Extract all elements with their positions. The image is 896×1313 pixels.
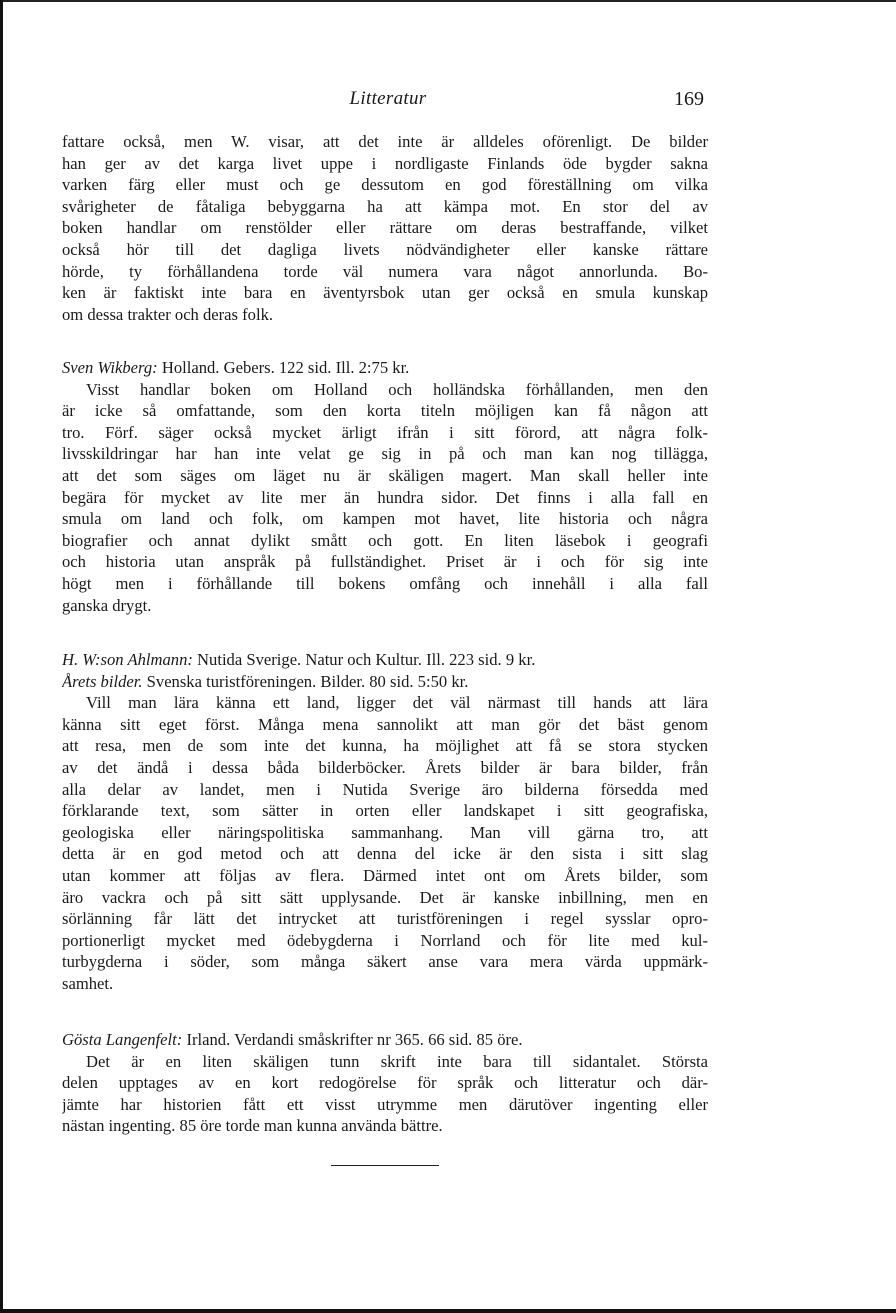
text-line: om dessa trakter och deras folk. xyxy=(62,304,274,324)
review-author: Gösta Langenfelt: xyxy=(62,1030,183,1049)
text-line: jämte har historien fått ett visst utrymme men därutöver ingenting eller xyxy=(62,1094,708,1114)
text-line: begära för mycket av lite mer än hundra sidor. Det finns i alla fall en xyxy=(62,487,708,507)
text-line: förklarande text, som sätter in orten eller landskapet i sitt geografiska, xyxy=(62,801,708,821)
text-line: att det som säges om läget nu är skäligen magert. Man skall heller inte xyxy=(62,465,708,485)
text-line: ganska drygt. xyxy=(62,595,152,615)
text-line: och historia utan anspråk på fullständighet. Priset är i och för sig inte xyxy=(62,552,708,572)
text-line: hörde, ty förhållandena torde väl numera vara något annorlunda. Bo- xyxy=(62,261,708,281)
text-line: utan kommer att följas av flera. Därmed intet ont om Årets bilder, som xyxy=(62,865,708,885)
text-line: han ger av det karga livet uppe i nordligaste Finlands öde bygder sakna xyxy=(62,153,708,173)
text-line: Vill man lära känna ett land, ligger det väl närmast till hands att lära xyxy=(86,693,708,713)
text-line: turbygderna i söder, som många säkert anse vara mera värda uppmärk- xyxy=(62,952,708,972)
text-line: att resa, men de som inte det kunna, ha möjlighet att få se stora stycken xyxy=(62,736,708,756)
review-heading xyxy=(62,357,708,379)
text-line: smula om land och folk, om kampen mot havet, lite historia och några xyxy=(62,509,708,529)
text-line: av det ändå i dessa båda bilderböcker. Årets bilder är bara bilder, från xyxy=(62,757,708,777)
text-line: boken handlar om renstölder eller rättare om deras bestraffande, vilket xyxy=(62,218,708,238)
page-edge-top xyxy=(0,0,896,2)
review-book-info: Irland. Verdandi småskrifter nr 365. 66 sid. 85 öre. xyxy=(182,1030,523,1049)
page-number: 169 xyxy=(674,88,704,110)
text-line: livsskildringar har han inte velat ge sig in på och man kan nog tillägga, xyxy=(62,444,708,464)
text-line: ken är faktiskt inte bara en äventyrsbok utan ger också en smula kunskap xyxy=(62,283,708,303)
page-edge-bottom xyxy=(0,1309,896,1313)
review-heading xyxy=(62,671,708,693)
running-title: Litteratur xyxy=(349,88,427,109)
text-line: nästan ingenting. 85 öre torde man kunna använda bättre. xyxy=(62,1116,443,1136)
text-line: svårigheter de fåtaliga bebyggarna ha att kämpa mot. En stor del av xyxy=(62,196,708,216)
text-line: känna sitt eget först. Många mena sannolikt att man gör det bäst genom xyxy=(62,714,708,734)
review-author: H. W:son Ahlmann: xyxy=(62,650,193,669)
review-heading xyxy=(62,1029,708,1051)
page-edge-left xyxy=(0,0,3,1313)
text-line: samhet. xyxy=(62,973,114,993)
review-holland xyxy=(62,357,708,616)
section-end-rule xyxy=(331,1165,439,1166)
review-book-title: Årets bilder. xyxy=(62,671,143,691)
review-book-info: Svenska turistföreningen. Bilder. 80 sid. 5:50 kr. xyxy=(142,671,469,691)
text-line: tro. Förf. säger också mycket ärligt ifrån i sitt förord, att några folk- xyxy=(62,422,708,442)
text-line: varken färg eller must och ge dessutom en god föreställning om vilka xyxy=(62,175,708,195)
text-line: biografier och annat dylikt smått och gott. En liten läsebok i geografi xyxy=(62,530,708,550)
text-line: äro vackra och på sitt sätt upplysande. Det är kanske inbillning, men en xyxy=(62,887,708,907)
text-line: också hör till det dagliga livets nödvändigheter eller kanske rättare xyxy=(62,239,708,259)
text-line: portionerligt mycket med ödebygderna i Norrland och för lite med kul- xyxy=(62,930,708,950)
review-author: Sven Wikberg: xyxy=(62,358,158,377)
review-sverige xyxy=(62,649,708,995)
text-line: Visst handlar boken om Holland och holländska förhållanden, men den xyxy=(86,379,708,399)
review-heading xyxy=(62,649,708,671)
text-line: är icke så omfattande, som den korta titeln möjligen kan få någon att xyxy=(62,401,708,421)
text-line: detta är en god metod och att denna del icke är den sista i sitt slag xyxy=(62,844,708,864)
text-line: sörlänning får lätt det intrycket att turistföreningen i regel sysslar opro- xyxy=(62,909,708,929)
review-book-info: Holland. Gebers. 122 sid. Ill. 2:75 kr. xyxy=(157,358,410,377)
text-line: Det är en liten skäligen tunn skrift inte bara till sidantalet. Största xyxy=(86,1051,708,1071)
text-line: fattare också, men W. visar, att det inte är alldeles oförenligt. De bilder xyxy=(62,132,708,151)
review-irland xyxy=(62,1029,708,1137)
text-line: delen upptages av en kort redogörelse för språk och litteratur och där- xyxy=(62,1073,708,1093)
text-line: geologiska eller näringspolitiska sammanhang. Man vill gärna tro, att xyxy=(62,822,708,842)
review-book-info: Nutida Sverige. Natur och Kultur. Ill. 223 sid. 9 kr. xyxy=(192,650,536,669)
review-continuation xyxy=(62,131,708,325)
text-line: alla delar av landet, men i Nutida Sverige äro bilderna försedda med xyxy=(62,779,708,799)
text-line: högt men i förhållande till bokens omfång och innehåll i alla fall xyxy=(62,573,708,593)
